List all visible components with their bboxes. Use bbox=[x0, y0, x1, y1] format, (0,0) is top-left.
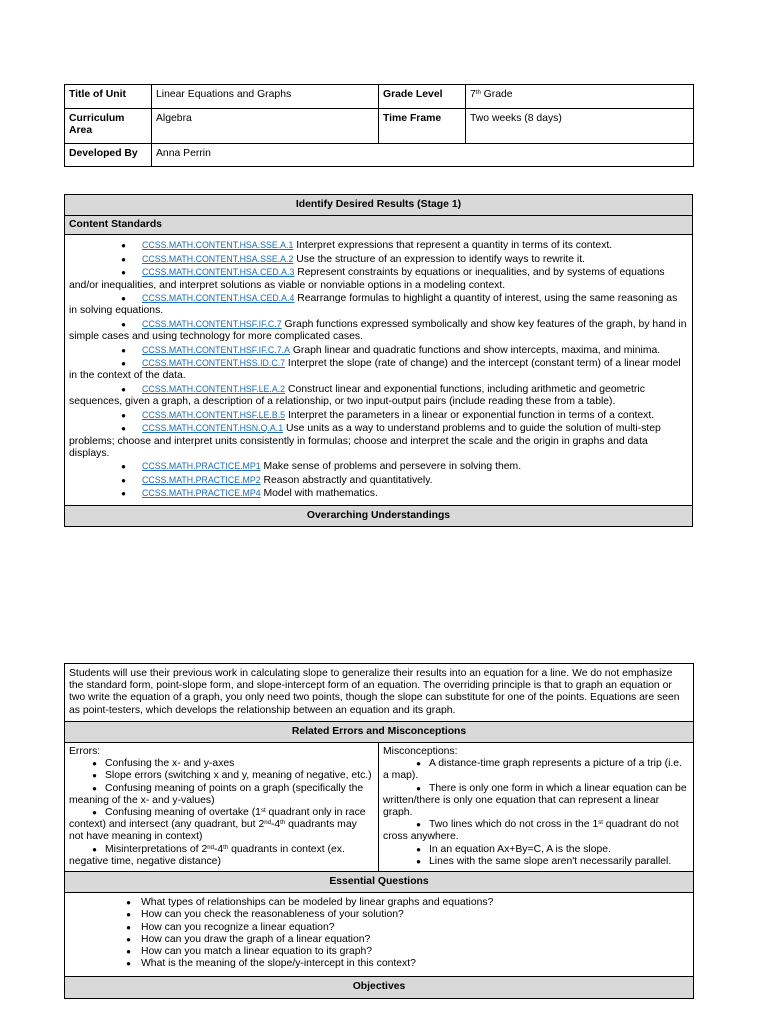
essential-question bbox=[69, 946, 689, 958]
standard-code-link[interactable]: CCSS.MATH.CONTENT.HSA.SSE.A.1 bbox=[142, 240, 294, 251]
standard-text: Interpret expressions that represent a quantity in terms of its context. bbox=[293, 240, 613, 252]
standard-item bbox=[69, 409, 688, 422]
essential-question bbox=[69, 934, 689, 946]
bullet-icon: ● bbox=[121, 294, 126, 304]
standard-item bbox=[69, 253, 688, 266]
grade-word: Grade bbox=[480, 89, 513, 100]
item-text: -4 bbox=[213, 843, 224, 855]
question-text: How can you check the reasonableness of your solution? bbox=[141, 909, 404, 921]
standard-code-link[interactable]: CCSS.MATH.PRACTICE.MP4 bbox=[142, 488, 261, 499]
standard-code-link[interactable]: CCSS.MATH.CONTENT.HSF.IF.C.7.A bbox=[142, 344, 290, 355]
timeframe-value: Two weeks (8 days) bbox=[466, 109, 694, 144]
bullet-icon: ● bbox=[121, 359, 126, 369]
grade-label: Grade Level bbox=[379, 85, 466, 109]
item-text: In an equation Ax+By=C, A is the slope. bbox=[429, 843, 611, 855]
standard-text: Make sense of problems and persevere in solving them. bbox=[260, 461, 522, 473]
errors-label: Errors: bbox=[69, 746, 101, 758]
bullet-icon: ● bbox=[92, 759, 97, 769]
bullet-icon: ● bbox=[121, 475, 126, 485]
standard-item bbox=[69, 474, 688, 487]
bullet-icon: ● bbox=[416, 820, 421, 830]
errors-heading: Related Errors and Misconceptions bbox=[65, 721, 694, 742]
standard-code-link[interactable]: CCSS.MATH.CONTENT.HSA.CED.A.4 bbox=[142, 293, 295, 304]
ordinal-suffix: nd bbox=[264, 820, 271, 827]
understanding-text: Students will use their previous work in calculating slope to generalize their results into an equation for a line. We do not emphasize the standard form, point-slope form, and slope-intercept form of an equation. The overriding principle is that to graph an equation or two write the equation of a graph, you only need two points, though the slope can substitute for one of the points. Equations are seen as point-testers, which develops the relationship between an equation and its graph. bbox=[65, 664, 694, 722]
timeframe-label: Time Frame bbox=[379, 109, 466, 144]
standard-text: Graph linear and quadratic functions and show intercepts, maxima, and minima. bbox=[289, 344, 661, 356]
title-label: Title of Unit bbox=[65, 85, 152, 109]
bullet-icon: ● bbox=[126, 922, 131, 932]
standard-text: Use units as a way to understand problems and to guide the solution of multi-step problems; choose and interpret units consistently in formulas; choose and interpret the scale and the origin in graphs and data displays. bbox=[69, 423, 661, 459]
standard-item bbox=[69, 266, 688, 292]
bullet-icon: ● bbox=[121, 410, 126, 420]
misconception-item bbox=[383, 758, 689, 782]
item-text: There is only one form in which a linear equation can be written/there is only one equation that can represent a linear graph. bbox=[383, 782, 687, 819]
standard-text: Rearrange formulas to highlight a quantity of interest, using the same reasoning as in solving equations. bbox=[69, 293, 678, 317]
item-text: Confusing the x- and y-axes bbox=[105, 758, 235, 770]
unit-info-table bbox=[64, 84, 694, 167]
bullet-icon: ● bbox=[92, 783, 97, 793]
stage1-heading: Identify Desired Results (Stage 1) bbox=[65, 195, 693, 216]
essential-question bbox=[69, 897, 689, 909]
misconceptions-cell bbox=[379, 743, 694, 872]
grade-value bbox=[466, 85, 694, 109]
standard-text: Interpret the parameters in a linear or exponential function in terms of a context. bbox=[285, 409, 655, 421]
item-text: quadrant only in race context) and intersect (any quadrant, but 2 bbox=[69, 807, 366, 831]
bullet-icon: ● bbox=[121, 384, 126, 394]
item-text: A distance-time graph represents a picture of a trip (i.e. a map). bbox=[383, 758, 682, 782]
title-value: Linear Equations and Graphs bbox=[152, 85, 379, 109]
standard-item bbox=[69, 460, 688, 473]
item-text: Lines with the same slope aren't necessarily parallel. bbox=[429, 855, 672, 867]
ordinal-suffix: th bbox=[223, 844, 229, 851]
bullet-icon: ● bbox=[416, 783, 421, 793]
standards-cell bbox=[65, 235, 693, 505]
stage1-table bbox=[64, 194, 693, 527]
objectives-heading: Objectives bbox=[65, 977, 694, 998]
error-item bbox=[69, 770, 374, 782]
question-text: How can you recognize a linear equation? bbox=[141, 921, 335, 933]
bullet-icon: ● bbox=[92, 844, 97, 854]
lower-table bbox=[64, 663, 694, 999]
standard-text: Reason abstractly and quantitatively. bbox=[260, 474, 433, 486]
standard-item bbox=[69, 318, 688, 344]
errors-cell bbox=[65, 743, 379, 872]
standard-item bbox=[69, 357, 688, 383]
developer-value: Anna Perrin bbox=[152, 144, 694, 167]
item-text: quadrants in context (ex. negative time, negative distance) bbox=[69, 843, 345, 867]
standard-text: Represent constraints by equations or inequalities, and by systems of equations and/or inequalities, and interpret solutions as viable or nonviable options in a modeling context. bbox=[69, 267, 665, 291]
question-text: What types of relationships can be modeled by linear graphs and equations? bbox=[141, 897, 494, 909]
standard-text: Construct linear and exponential functions, including arithmetic and geometric sequences, given a graph, a description of a relationship, or two input-output pairs (include reading these from a table). bbox=[69, 383, 645, 408]
bullet-icon: ● bbox=[126, 934, 131, 944]
errors-list bbox=[69, 758, 374, 868]
item-text: Slope errors (switching x and y, meaning of negative, etc.) bbox=[105, 770, 372, 782]
standard-text: Model with mathematics. bbox=[260, 488, 378, 500]
bullet-icon: ● bbox=[121, 489, 126, 499]
standard-code-link[interactable]: CCSS.MATH.PRACTICE.MP2 bbox=[142, 474, 261, 485]
standard-code-link[interactable]: CCSS.MATH.CONTENT.HSF.LE.A.2 bbox=[142, 383, 286, 394]
standard-code-link[interactable]: CCSS.MATH.CONTENT.HSN.Q.A.1 bbox=[142, 423, 284, 434]
standard-text: Graph functions expressed symbolically and show key features of the graph, by hand in simple cases and using technology for more complicated cases. bbox=[69, 318, 687, 343]
standard-code-link[interactable]: CCSS.MATH.CONTENT.HSF.LE.B.5 bbox=[142, 409, 286, 420]
bullet-icon: ● bbox=[416, 856, 421, 866]
content-standards-label: Content Standards bbox=[65, 216, 693, 235]
item-text: -4 bbox=[270, 819, 281, 831]
ordinal-suffix: st bbox=[260, 808, 266, 815]
ordinal-suffix: st bbox=[598, 820, 603, 827]
bullet-icon: ● bbox=[92, 771, 97, 781]
bullet-icon: ● bbox=[121, 254, 126, 264]
misconception-item bbox=[383, 856, 689, 868]
standard-text: Interpret the slope (rate of change) and the intercept (constant term) of a linear model in the context of the data. bbox=[69, 358, 681, 382]
standard-text: Use the structure of an expression to identify ways to rewrite it. bbox=[293, 253, 586, 265]
bullet-icon: ● bbox=[416, 759, 421, 769]
essential-question bbox=[69, 922, 689, 934]
item-text: Confusing meaning of overtake (1 bbox=[105, 807, 261, 819]
misconception-item bbox=[383, 844, 689, 856]
bullet-icon: ● bbox=[121, 462, 126, 472]
standard-item bbox=[69, 239, 688, 252]
standard-item bbox=[69, 292, 688, 318]
bullet-icon: ● bbox=[126, 898, 131, 908]
essential-question bbox=[69, 909, 689, 921]
developer-label: Developed By bbox=[65, 144, 152, 167]
misconceptions-label: Misconceptions: bbox=[383, 746, 458, 758]
bullet-icon: ● bbox=[121, 345, 126, 355]
standard-code-link[interactable]: CCSS.MATH.CONTENT.HSF.IF.C.7 bbox=[142, 318, 282, 329]
bullet-icon: ● bbox=[126, 947, 131, 957]
bullet-icon: ● bbox=[416, 844, 421, 854]
ordinal-suffix: nd bbox=[207, 844, 214, 851]
item-text: quadrants may not have meaning in context) bbox=[69, 819, 357, 843]
bullet-icon: ● bbox=[126, 910, 131, 920]
misconception-item bbox=[383, 819, 689, 843]
error-item bbox=[69, 807, 374, 844]
standard-item bbox=[69, 422, 688, 460]
standard-item bbox=[69, 487, 688, 500]
bullet-icon: ● bbox=[126, 959, 131, 969]
area-label: Curriculum Area bbox=[65, 109, 152, 144]
item-text: Confusing meaning of points on a graph (specifically the meaning of the x- and y-values) bbox=[69, 782, 364, 806]
grade-suffix: th bbox=[475, 90, 481, 96]
bullet-icon: ● bbox=[121, 319, 126, 329]
standard-code-link[interactable]: CCSS.MATH.CONTENT.HSA.CED.A.3 bbox=[142, 267, 295, 278]
essential-question bbox=[69, 958, 689, 970]
grade-number: 7 bbox=[470, 89, 476, 100]
item-text: Two lines which do not cross in the 1 bbox=[429, 819, 599, 831]
bullet-icon: ● bbox=[92, 808, 97, 818]
essential-cell bbox=[65, 893, 694, 977]
error-item bbox=[69, 758, 374, 770]
standard-code-link[interactable]: CCSS.MATH.PRACTICE.MP1 bbox=[142, 461, 261, 472]
misconceptions-list bbox=[383, 758, 689, 868]
question-text: How can you draw the graph of a linear equation? bbox=[141, 933, 371, 945]
item-text: Misinterpretations of 2 bbox=[105, 843, 208, 855]
item-text: quadrant do not cross anywhere. bbox=[383, 819, 679, 843]
standard-item bbox=[69, 383, 688, 409]
error-item bbox=[69, 844, 374, 868]
bullet-icon: ● bbox=[121, 241, 126, 251]
standard-code-link[interactable]: CCSS.MATH.CONTENT.HSS.ID.C.7 bbox=[142, 358, 286, 369]
standard-code-link[interactable]: CCSS.MATH.CONTENT.HSA.SSE.A.2 bbox=[142, 253, 294, 264]
bullet-icon: ● bbox=[121, 268, 126, 278]
standards-list bbox=[69, 239, 688, 500]
ordinal-suffix: th bbox=[280, 820, 286, 827]
bullet-icon: ● bbox=[121, 424, 126, 434]
standard-item bbox=[69, 344, 688, 357]
question-text: What is the meaning of the slope/y-intercept in this context? bbox=[141, 958, 416, 970]
error-item bbox=[69, 783, 374, 807]
essential-heading: Essential Questions bbox=[65, 872, 694, 893]
overarching-heading: Overarching Understandings bbox=[65, 505, 693, 526]
question-text: How can you match a linear equation to its graph? bbox=[141, 946, 373, 958]
area-value: Algebra bbox=[152, 109, 379, 144]
questions-list bbox=[69, 897, 689, 970]
misconception-item bbox=[383, 783, 689, 820]
